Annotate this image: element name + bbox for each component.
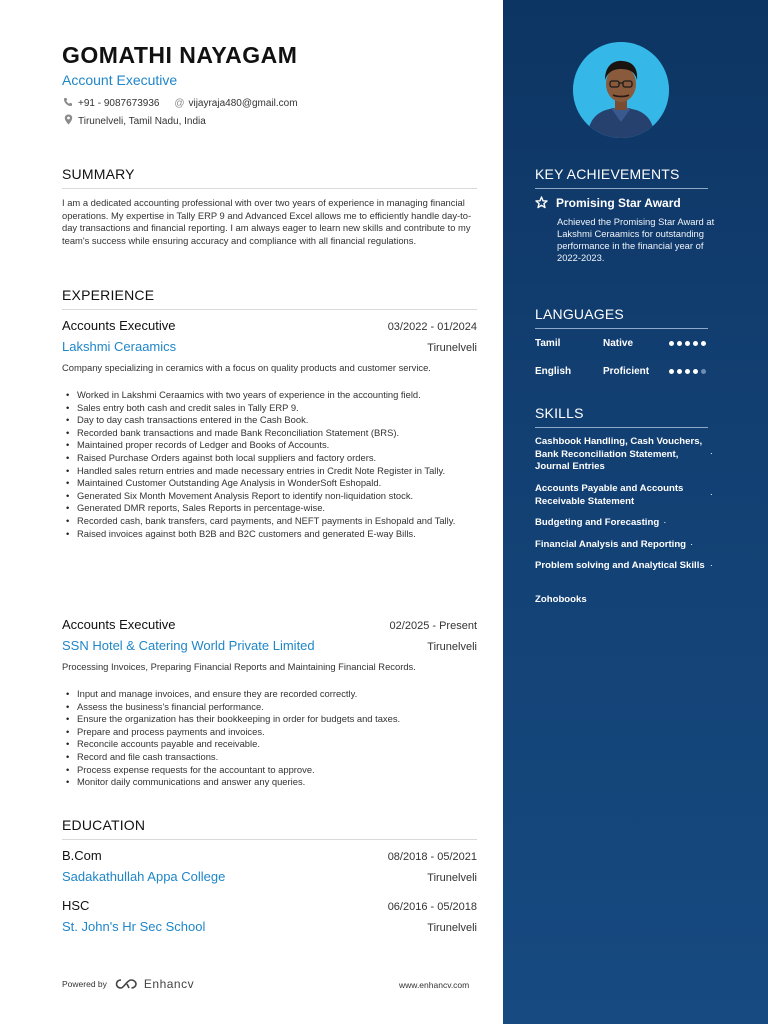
school-row [62,919,477,934]
job-title: Accounts Executive [62,318,176,333]
list-item: • Input and manage invoices, and ensure they are recorded correctly. [62,688,472,701]
rating-dot [677,341,682,346]
list-item: • Sales entry both cash and credit sales in Tally ERP 9. [62,402,472,415]
rating-dot [693,341,698,346]
language-rating [669,369,706,374]
email-address[interactable]: vijayraja480@gmail.com [188,98,298,109]
enhancv-logo-icon [115,978,139,990]
list-item: • Assess the business's financial performance. [62,701,472,714]
job-company: SSN Hotel & Catering World Private Limited [62,638,315,653]
experience-heading: EXPERIENCE [62,287,477,310]
list-item: • Generated DMR reports, Sales Reports in percentage-wise. [62,502,472,515]
language-row [535,338,711,349]
school-location: Tirunelveli [427,922,477,934]
sidebar [503,0,768,1024]
list-item: • Handled sales return entries and made necessary entries in Credit Note Register in Tally. [62,465,472,478]
footer-powered-by [62,977,194,991]
skill-item [535,594,713,607]
rating-dot [685,369,690,374]
skill-item: Financial Analysis and Reporting · [535,539,694,550]
achievement-title: Promising Star Award [556,196,681,210]
language-name: English [535,366,572,377]
skill-label: Problem solving and Analytical Skills [535,560,705,571]
job-header [62,617,477,632]
list-item: • Ensure the organization has their bookkeeping in order for budgets and taxes. [62,713,472,726]
skill-label: Cashbook Handling, Cash Vouchers, Bank Reconciliation Statement, Journal Entries [535,436,703,472]
skill-label: Financial Analysis and Reporting [535,539,687,550]
summary-text: I am a dedicated accounting professional with over two years of experience in managing financial operations. My expertise in Tally ERP 9 and Advanced Excel allows me to efficiently handle day-to-day transactions and financial reporting. I am always eager to learn new skills and contribute to my team's success while ensuring accuracy and compliance with all financial regulations. [62,197,472,246]
achievements-heading: KEY ACHIEVEMENTS [535,166,708,189]
phone-number[interactable]: +91 - 9087673936 [78,98,160,109]
skill-item: Cashbook Handling, Cash Vouchers, Bank Reconciliation Statement, Journal Entries · [535,436,713,472]
rating-dot [701,341,706,346]
list-item: • Process expense requests for the accountant to approve. [62,764,472,777]
job-bullets [62,389,472,540]
rating-dot [669,341,674,346]
list-item: • Generated Six Month Movement Analysis Report to identify non-liquidation stock. [62,490,472,503]
education-header [62,848,477,863]
location-pin-icon [62,114,74,128]
summary-heading: SUMMARY [62,166,477,189]
rating-dot [693,369,698,374]
job-title: Accounts Executive [62,617,176,632]
achievement-item [535,196,681,212]
job-bullets [62,688,472,789]
list-item: • Worked in Lakshmi Ceraamics with two years of experience in the accounting field. [62,389,472,402]
achievement-description: Achieved the Promising Star Award at Lakshmi Ceraamics for outstanding performance in the financial year of 2022-2023. [557,216,715,263]
school-name: St. John's Hr Sec School [62,919,206,934]
job-company: Lakshmi Ceraamics [62,339,177,354]
list-item: • Monitor daily communications and answer any queries. [62,776,472,789]
skill-item: Budgeting and Forecasting · [535,517,667,528]
school-row [62,869,477,884]
job-description: Company specializing in ceramics with a focus on quality products and customer service. [62,362,431,373]
list-item: • Record and file cash transactions. [62,751,472,764]
education-header [62,898,477,913]
enhancv-logo[interactable] [115,977,194,991]
list-item: • Day to day cash transactions entered in the Cash Book. [62,414,472,427]
education-dates: 06/2016 - 05/2018 [387,901,477,913]
list-item: • Reconcile accounts payable and receivable. [62,738,472,751]
candidate-role: Account Executive [62,72,178,88]
list-item: • Recorded bank transactions and made Bank Reconciliation Statement (BRS). [62,427,472,440]
language-row [535,366,711,377]
skill-label: Zohobooks [535,594,587,605]
job-location: Tirunelveli [427,342,477,354]
location-text: Tirunelveli, Tamil Nadu, India [78,115,206,127]
rating-dot [669,369,674,374]
language-name: Tamil [535,338,561,349]
language-rating [669,341,706,346]
profile-photo [573,42,669,138]
at-icon: @ [174,98,185,109]
job-location: Tirunelveli [427,641,477,653]
skills-heading: SKILLS [535,405,708,428]
candidate-name: GOMATHI NAYAGAM [62,42,298,68]
star-icon [535,196,548,212]
job-description: Processing Invoices, Preparing Financial Reports and Maintaining Financial Records. [62,661,416,672]
list-item: • Prepare and process payments and invoices. [62,726,472,739]
list-item: • Maintained proper records of Ledger and Books of Accounts. [62,439,472,452]
list-item: • Raised Purchase Orders against both local suppliers and factory orders. [62,452,472,465]
skill-item: Problem solving and Analytical Skills · [535,560,713,571]
education-dates: 08/2018 - 05/2021 [387,851,477,863]
rating-dot [685,341,690,346]
location-line [62,114,206,128]
list-item: • Maintained Customer Outstanding Age Analysis in WonderSoft Eshopald. [62,477,472,490]
job-dates: 03/2022 - 01/2024 [387,321,477,333]
degree-name: HSC [62,898,90,913]
powered-by-text: Powered by [62,979,107,989]
language-level: Proficient [603,366,650,377]
footer-url[interactable]: www.enhancv.com [399,980,470,990]
list-item: • Recorded cash, bank transfers, card payments, and NEFT payments in Eshopald and Tally. [62,515,472,528]
language-level: Native [603,338,634,349]
rating-dot [701,369,706,374]
job-company-row [62,638,477,653]
education-heading: EDUCATION [62,817,477,840]
contact-line [62,97,298,110]
degree-name: B.Com [62,848,102,863]
brand-name: Enhancv [143,977,195,991]
job-company-row [62,339,477,354]
skill-label: Accounts Payable and Accounts Receivable Statement [535,483,684,507]
rating-dot [677,369,682,374]
languages-heading: LANGUAGES [535,306,708,329]
list-item: • Raised invoices against both B2B and B2C customers and generated E-way Bills. [62,528,472,541]
job-header [62,318,477,333]
skill-item: Accounts Payable and Accounts Receivable Statement · [535,483,713,507]
skill-label: Budgeting and Forecasting [535,517,660,528]
phone-icon [62,97,74,110]
school-location: Tirunelveli [427,872,477,884]
school-name: Sadakathullah Appa College [62,869,226,884]
job-dates: 02/2025 - Present [389,620,477,632]
